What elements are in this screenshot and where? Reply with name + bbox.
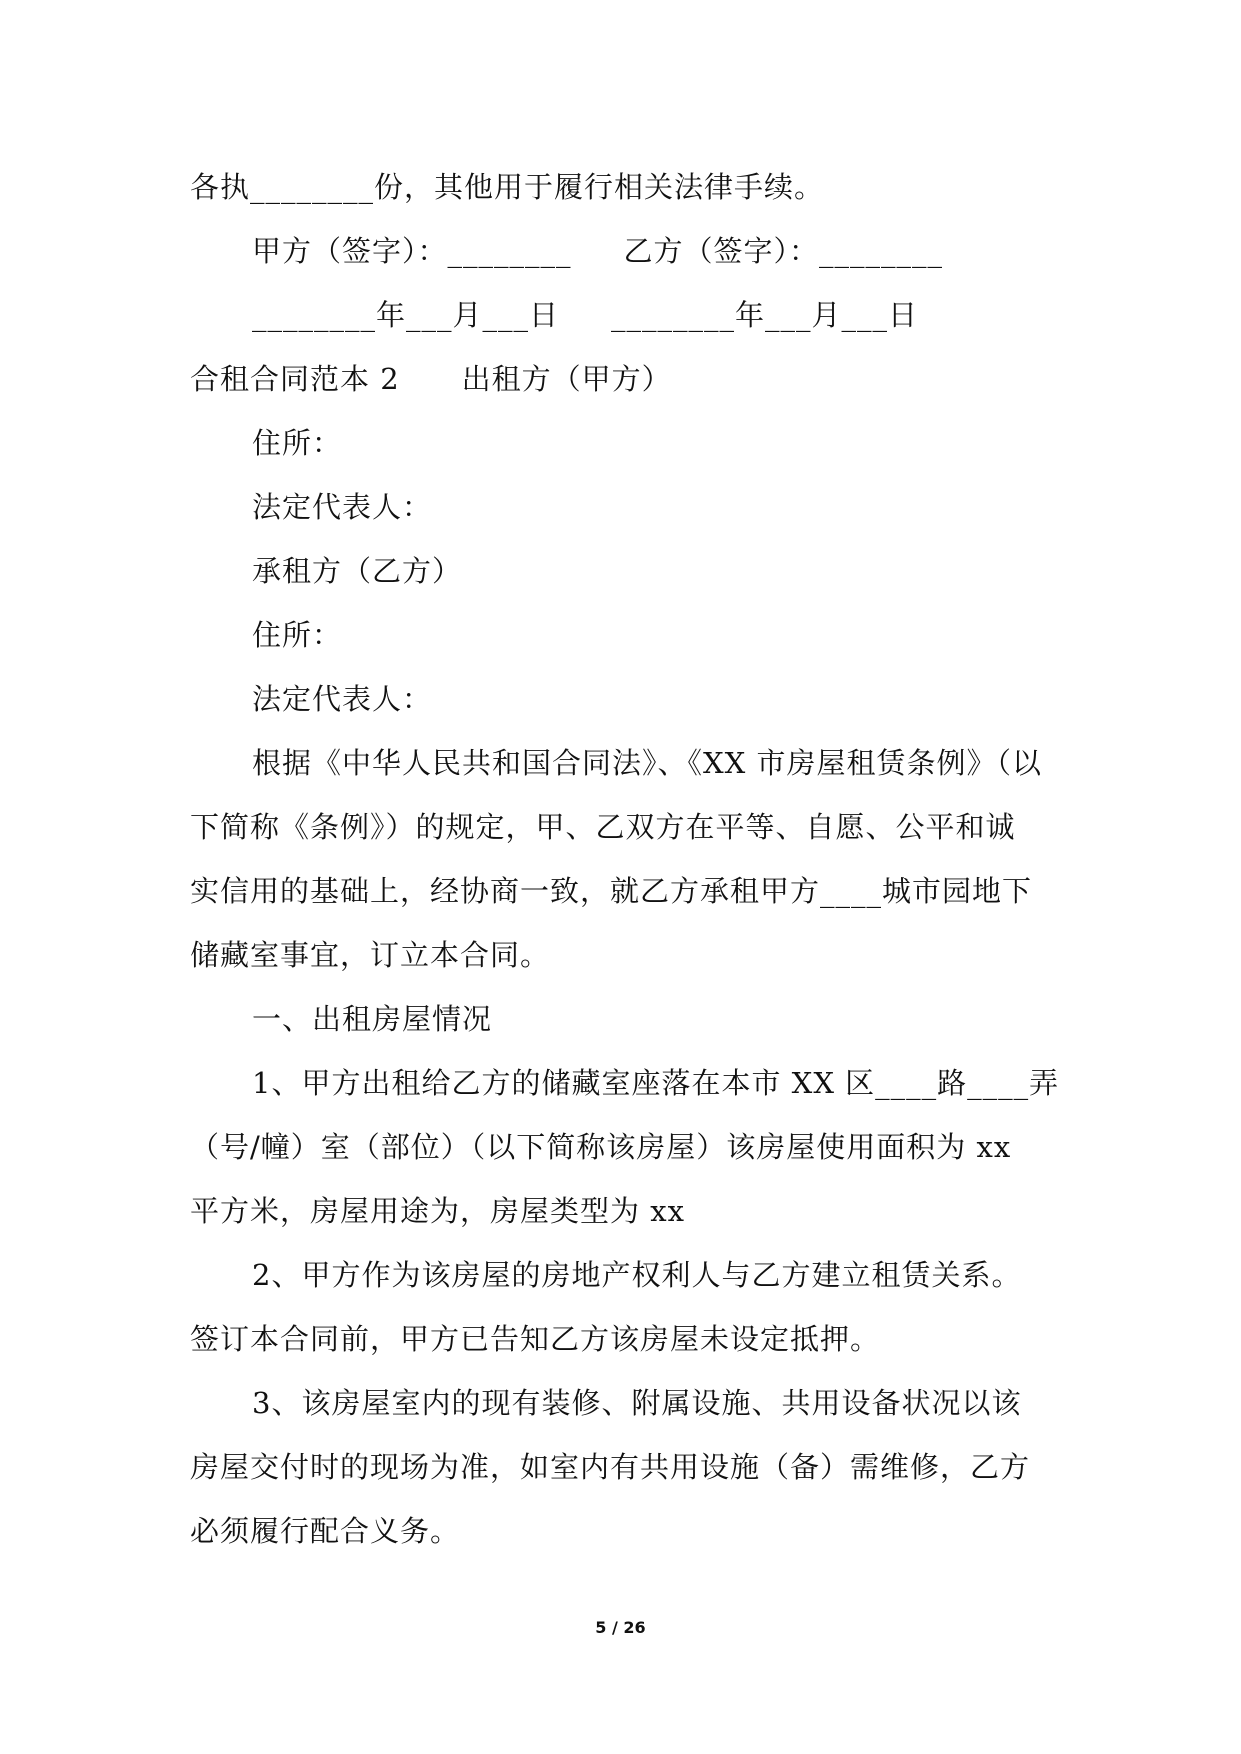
text-line: 平方米，房屋用途为，房屋类型为 xx [190, 1194, 685, 1228]
party-a-signature: 甲方（签字）：________ [252, 234, 572, 268]
text-line: 1、甲方出租给乙方的储藏室座落在本市 XX 区____路____弄 [252, 1066, 1060, 1100]
party-b-date: ________年___月___日 [611, 298, 919, 332]
text-line: 下简称《条例》）的规定，甲、乙双方在平等、自愿、公平和诚 [190, 810, 1016, 844]
text-line: 法定代表人： [252, 490, 433, 524]
text-line: 承租方（乙方） [252, 554, 463, 588]
text-line: 签订本合同前，甲方已告知乙方该房屋未设定抵押。 [190, 1322, 881, 1356]
text-line: 2、甲方作为该房屋的房地产权利人与乙方建立租赁关系。 [252, 1258, 1022, 1292]
section-title-line [0, 360, 1241, 398]
party-a-date: ________年___月___日 [252, 298, 560, 332]
text-line: 住所： [252, 426, 343, 460]
text-line: 各执________份，其他用于履行相关法律手续。 [190, 170, 825, 204]
text-line: 法定代表人： [252, 682, 433, 716]
date-line [0, 296, 1241, 334]
signature-line [0, 232, 1241, 270]
text-line: 实信用的基础上，经协商一致，就乙方承租甲方____城市园地下 [190, 874, 1033, 908]
section-heading: 一、出租房屋情况 [252, 1002, 493, 1036]
template-title: 合租合同范本 2 [190, 362, 400, 396]
text-line: 房屋交付时的现场为准，如室内有共用设施（备）需维修，乙方 [190, 1450, 1031, 1484]
text-line: 3、该房屋室内的现有装修、附属设施、共用设备状况以该 [252, 1386, 1022, 1420]
page-number: 5 / 26 [595, 1618, 646, 1637]
party-b-signature: 乙方（签字）：________ [623, 234, 944, 268]
lessor-heading: 出租方（甲方） [461, 362, 672, 396]
text-line: 根据《中华人民共和国合同法》、《XX 市房屋租赁条例》（以 [252, 746, 1043, 780]
text-line: 住所： [252, 618, 343, 652]
text-line: （号/幢）室（部位）（以下简称该房屋）该房屋使用面积为 xx [190, 1130, 1012, 1164]
text-line: 储藏室事宜，订立本合同。 [190, 938, 551, 972]
text-line: 必须履行配合义务。 [190, 1514, 461, 1548]
